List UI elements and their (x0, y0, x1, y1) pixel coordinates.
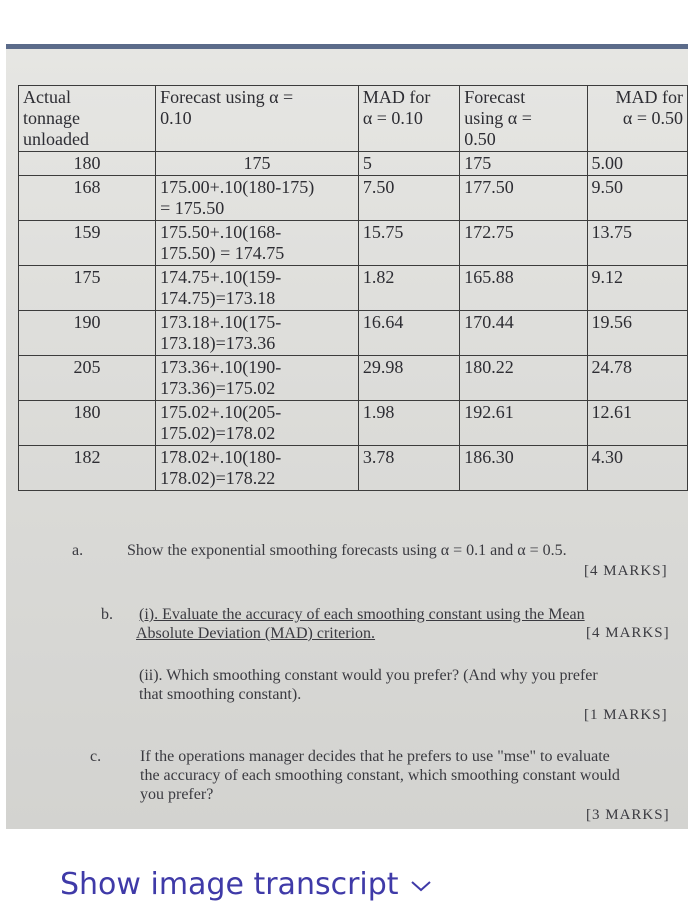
question-a-marks: [4 MARKS] (584, 563, 668, 579)
cell-mad-0-50: 9.50 (587, 176, 688, 221)
cell-mad-0-10: 29.98 (358, 356, 459, 401)
cell-actual: 190 (19, 311, 156, 356)
table-row (19, 356, 688, 401)
cell-forecast-0-10: 173.18+.10(175- 173.18)=173.36 (156, 311, 359, 356)
table-row (19, 266, 688, 311)
cell-forecast-0-10: 173.36+.10(190- 173.36)=175.02 (156, 356, 359, 401)
cell-forecast-0-50: 175 (460, 152, 587, 176)
question-a-label: a. (72, 542, 84, 559)
table-row (19, 401, 688, 446)
cell-mad-0-50: 4.30 (587, 446, 688, 491)
question-c-label: c. (90, 748, 102, 765)
cell-forecast-0-50: 192.61 (460, 401, 587, 446)
cell-forecast-0-10: 174.75+.10(159- 174.75)=173.18 (156, 266, 359, 311)
cell-actual: 168 (19, 176, 156, 221)
cell-forecast-0-50: 186.30 (460, 446, 587, 491)
cell-actual: 182 (19, 446, 156, 491)
footer (0, 829, 691, 914)
header-mad-0-10: MAD for α = 0.10 (358, 86, 459, 152)
show-image-transcript-button[interactable] (60, 867, 433, 902)
question-bii-marks: [1 MARKS] (584, 707, 668, 723)
forecast-table (18, 85, 688, 491)
cell-forecast-0-10: 175 (156, 152, 359, 176)
header-actual: Actual tonnage unloaded (19, 86, 156, 152)
question-bi-text-line2: Absolute Deviation (MAD) criterion. (136, 625, 376, 642)
document-photo (6, 49, 688, 829)
cell-mad-0-50: 19.56 (587, 311, 688, 356)
cell-actual: 175 (19, 266, 156, 311)
table-header-row (19, 86, 688, 152)
cell-actual: 180 (19, 152, 156, 176)
chevron-down-icon (409, 867, 433, 902)
show-image-transcript-label: Show image transcript (60, 867, 399, 902)
cell-forecast-0-50: 180.22 (460, 356, 587, 401)
question-bii-text-line1: (ii). Which smoothing constant would you prefer? (And why you prefer (139, 667, 598, 684)
question-bi-marks: [4 MARKS] (586, 625, 670, 641)
cell-mad-0-10: 1.98 (358, 401, 459, 446)
cell-mad-0-10: 1.82 (358, 266, 459, 311)
cell-mad-0-10: 5 (358, 152, 459, 176)
header-forecast-0-50: Forecast using α = 0.50 (460, 86, 587, 152)
table-row (19, 311, 688, 356)
cell-forecast-0-50: 165.88 (460, 266, 587, 311)
table-row (19, 221, 688, 266)
cell-actual: 205 (19, 356, 156, 401)
question-c-marks: [3 MARKS] (586, 807, 670, 823)
cell-mad-0-50: 24.78 (587, 356, 688, 401)
cell-mad-0-50: 12.61 (587, 401, 688, 446)
table-row (19, 176, 688, 221)
question-c-text-line1: If the operations manager decides that he prefers to use "mse" to evaluate (140, 748, 610, 765)
cell-forecast-0-50: 172.75 (460, 221, 587, 266)
cell-forecast-0-10: 175.02+.10(205- 175.02)=178.02 (156, 401, 359, 446)
cell-mad-0-50: 13.75 (587, 221, 688, 266)
table-row (19, 446, 688, 491)
header-mad-0-50: MAD for α = 0.50 (587, 86, 688, 152)
cell-forecast-0-10: 175.00+.10(180-175) = 175.50 (156, 176, 359, 221)
cell-actual: 180 (19, 401, 156, 446)
question-a-text: Show the exponential smoothing forecasts using α = 0.1 and α = 0.5. (127, 542, 567, 559)
question-bii-text-line2: that smoothing constant). (139, 686, 302, 703)
cell-forecast-0-50: 170.44 (460, 311, 587, 356)
cell-actual: 159 (19, 221, 156, 266)
question-c-text-line2: the accuracy of each smoothing constant, which smoothing constant would (140, 767, 620, 784)
cell-forecast-0-50: 177.50 (460, 176, 587, 221)
cell-mad-0-10: 16.64 (358, 311, 459, 356)
cell-mad-0-10: 7.50 (358, 176, 459, 221)
cell-forecast-0-10: 178.02+.10(180- 178.02)=178.22 (156, 446, 359, 491)
cell-mad-0-50: 5.00 (587, 152, 688, 176)
cell-forecast-0-10: 175.50+.10(168- 175.50) = 174.75 (156, 221, 359, 266)
top-bar (0, 0, 691, 44)
cell-mad-0-10: 3.78 (358, 446, 459, 491)
question-b-label: b. (101, 606, 113, 623)
question-bi-text-line1: (i). Evaluate the accuracy of each smoothing constant using the Mean (139, 606, 585, 623)
header-forecast-0-10: Forecast using α = 0.10 (156, 86, 359, 152)
cell-mad-0-50: 9.12 (587, 266, 688, 311)
table-row (19, 152, 688, 176)
question-c-text-line3: you prefer? (140, 786, 214, 803)
cell-mad-0-10: 15.75 (358, 221, 459, 266)
